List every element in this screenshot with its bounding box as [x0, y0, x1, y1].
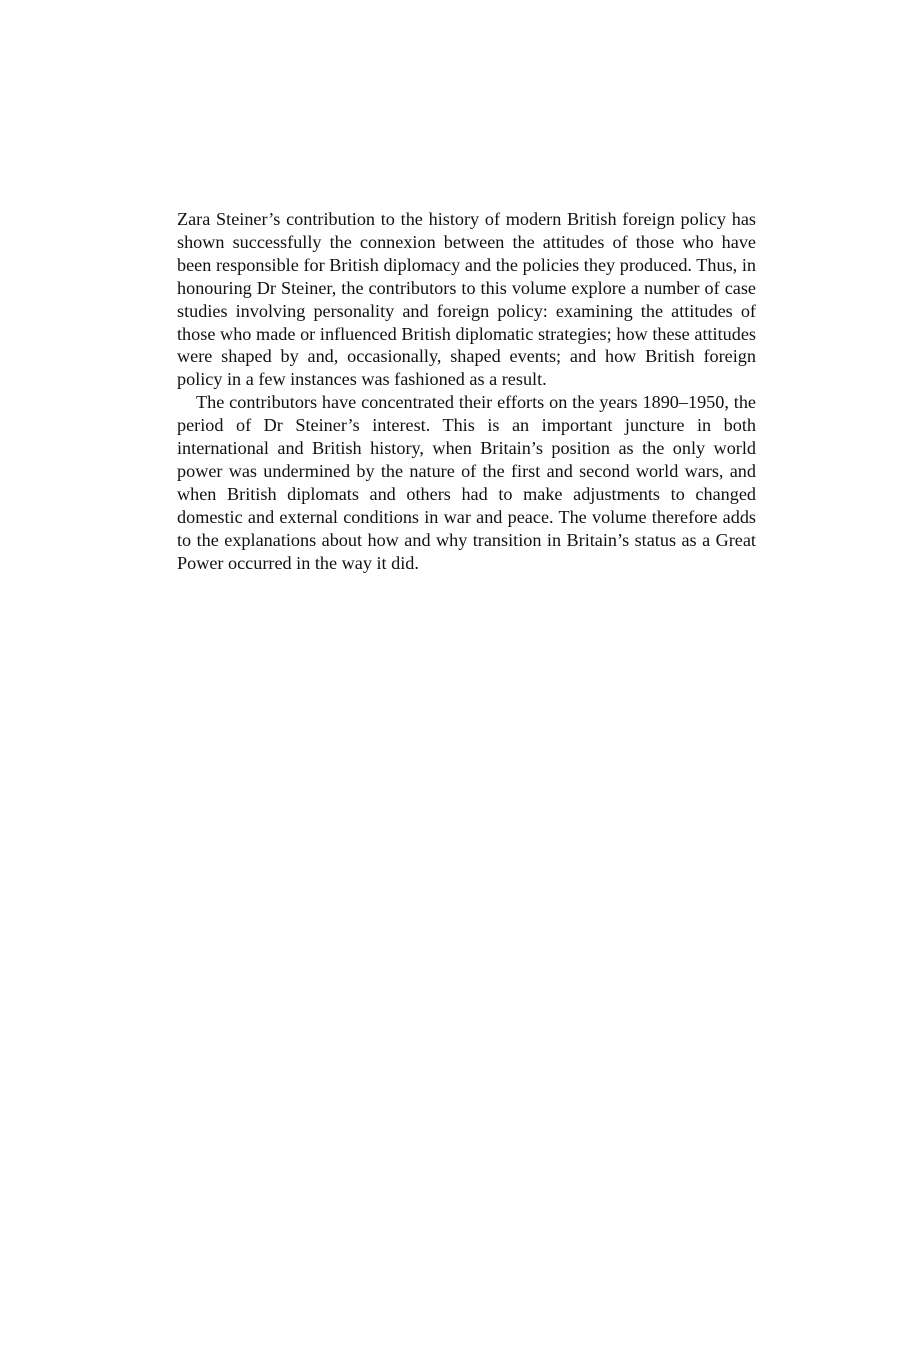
- paragraph-1: Zara Steiner’s contribution to the history of modern British foreign policy has shown successfully the connexion between the attitudes of those who have been responsible for British diplomacy and the policies they produced. Thus, in honouring Dr Steiner, the contributors to this volume explore a number of case studies involving personality and foreign policy: examining the attitudes of those who made or influenced British diplomatic strategies; how these attitudes were shaped by and, occasionally, shaped events; and how British foreign policy in a few instances was fashioned as a result.: [177, 209, 756, 390]
- body-text: [177, 208, 756, 575]
- paragraph-2: The contributors have concentrated their efforts on the years 1890–1950, the period of Dr Steiner’s interest. This is an important juncture in both international and British history, when Britain’s position as the only world power was undermined by the nature of the first and second world wars, and when British diplomats and others had to make adjustments to changed domestic and external conditions in war and peace. The volume therefore adds to the explanations about how and why transition in Britain’s status as a Great Power occurred in the way it did.: [177, 392, 756, 573]
